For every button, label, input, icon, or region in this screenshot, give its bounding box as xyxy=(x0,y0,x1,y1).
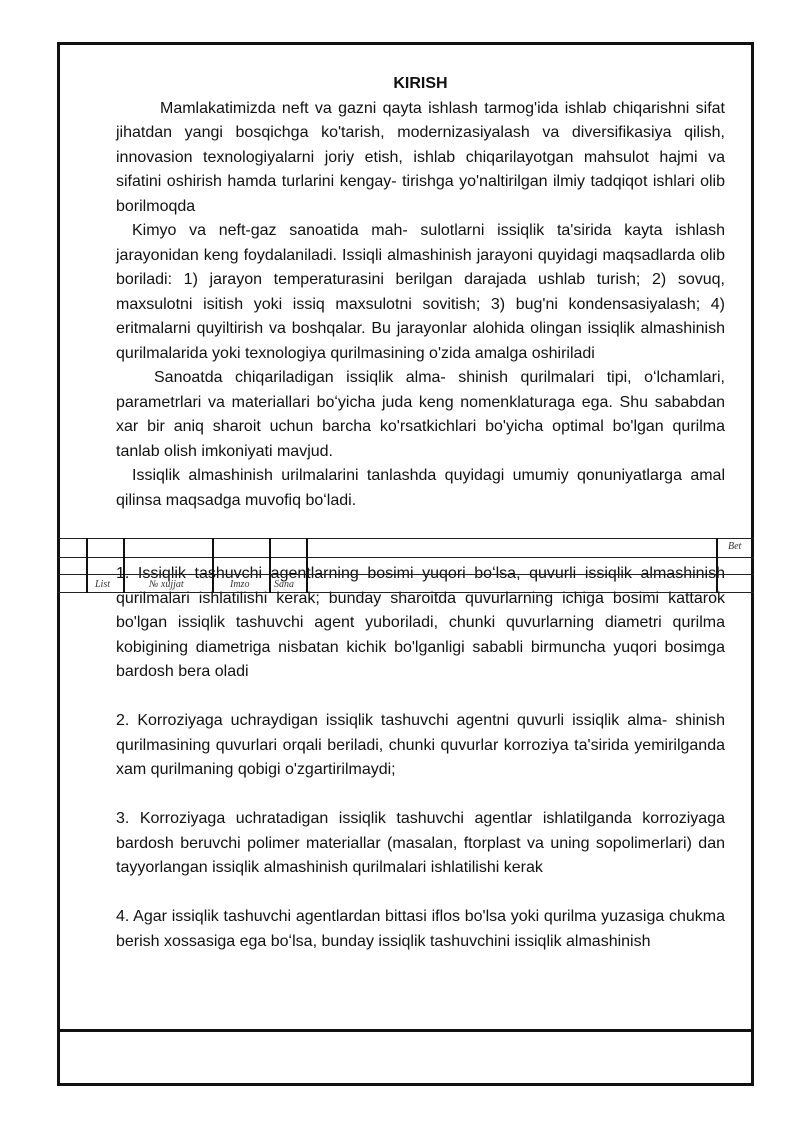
stamp-divider xyxy=(269,538,271,593)
list-item-2: 2. Korroziyaga uchraydigan issiqlik tashuvchi agentni quvurli issiqlik alma- shinish qurilmasining quvurlari orqali beriladi, chunki quvurlar korroziya ta'sirida yemirilganda xam qurilmaning qobigi o'zgartirilmaydi; xyxy=(116,712,725,778)
paragraph-1: Mamlakatimizda neft va gazni qayta ishlash tarmog'ida ishlab chiqarishni sifat jihatdan yangi bosqichga ko'tarish, modernizasiyalash va diversifikasiya qilish, innovasion texnologiyalarni joriy etish, ishlab chiqarilayotgan mahsulot hajmi va sifatini oshirish hamda turlarini kengay- tirishga yo'naltirilgan ilmiy tadqiqot ishlari olib borilmoqda xyxy=(116,99,725,215)
spacer xyxy=(116,783,725,808)
stamp-divider xyxy=(716,538,718,593)
stamp-line xyxy=(57,592,754,593)
spacer xyxy=(116,881,725,906)
stamp-divider xyxy=(306,538,308,593)
stamp-imzo-label: Imzo xyxy=(230,579,250,590)
stamp-line xyxy=(57,538,754,539)
paragraph-3: Sanoatda chiqariladigan issiqlik alma- shinish qurilmalari tipi, oʻlchamlari, parametrlari va materiallari boʻyicha juda keng nomenklaturaga ega. Shu sababdan xar bir aniq sharoit uchun barcha ko'rsatkichlari bo'yicha optimal bo'lgan qurilma tanlab olish imkoniyati mavjud. xyxy=(116,369,725,460)
stamp-divider xyxy=(123,538,125,593)
stamp-divider xyxy=(86,538,88,593)
list-item-3: 3. Korroziyaga uchratadigan issiqlik tashuvchi agentlar ishlatilganda korroziyaga bardosh beruvchi polimer materiallar (masalan, ftorplast va uning sopolimerlari) dan tayyorlangan issiqlik almashinish qurilmalari ishlatilishi kerak xyxy=(116,810,725,876)
stamp-bet-label: Bet xyxy=(728,541,742,552)
spacer xyxy=(116,513,725,538)
stamp-sana-label: Sana xyxy=(274,579,294,590)
spacer xyxy=(116,685,725,710)
stamp-hujjat-label: № xujjat xyxy=(149,579,184,590)
paragraph-4: Issiqlik almashinish urilmalarini tanlashda quyidagi umumiy qonuniyatlarga amal qilinsa maqsadga muvofiq boʻladi. xyxy=(116,467,725,509)
paragraph-2: Kimyo va neft-gaz sanoatida mah- sulotlarni issiqlik ta'sirida kayta ishlash jarayonidan keng foydalaniladi. Issiqli almashinish jarayoni quyidagi maqsadlarda olib boriladi: 1) jarayon temperaturasini berilgan darajada ushlab turish; 2) sovuq, maxsulotni isitish yoki issiq maxsulotni sovitish; 3) bug'ni kondensasiyalash; 4) eritmalarni quyiltirish va boshqalar. Bu jarayonlar alohida olingan issiqlik almashinish qurilmalarida yoki texnologiya qurilmasining o'zida amalga oshiriladi xyxy=(116,222,725,362)
frame-footer-divider xyxy=(57,1029,754,1032)
stamp-line xyxy=(57,574,754,575)
list-item-4: 4. Agar issiqlik tashuvchi agentlardan bittasi iflos bo'lsa yoki qurilma yuzasiga chukma berish xossasiga ega boʻlsa, bunday issiqlik tashuvchini issiqlik almashinish xyxy=(116,908,725,950)
stamp-line xyxy=(57,557,754,558)
stamp-list-label: List xyxy=(95,579,111,590)
stamp-divider xyxy=(212,538,214,593)
document-title: KIRISH xyxy=(393,75,448,92)
document-body xyxy=(116,72,725,954)
title-block-stamp xyxy=(57,538,754,593)
list-item-1: 1. Issiqlik tashuvchi agentlarning bosimi yuqori boʻlsa, quvurli issiqlik almashinish qurilmalari ishlatilishi kerak; bunday sharoitda quvurlarning ichiga bosimi kattarok bo'lgan issiqlik tashuvchi agent yuboriladi, chunki quvurlarning diametri qurilma kobigining diametriga nisbatan kichik bo'lganligi sababli birmuncha yuqori bosimga bardosh bera oladi xyxy=(116,565,725,680)
